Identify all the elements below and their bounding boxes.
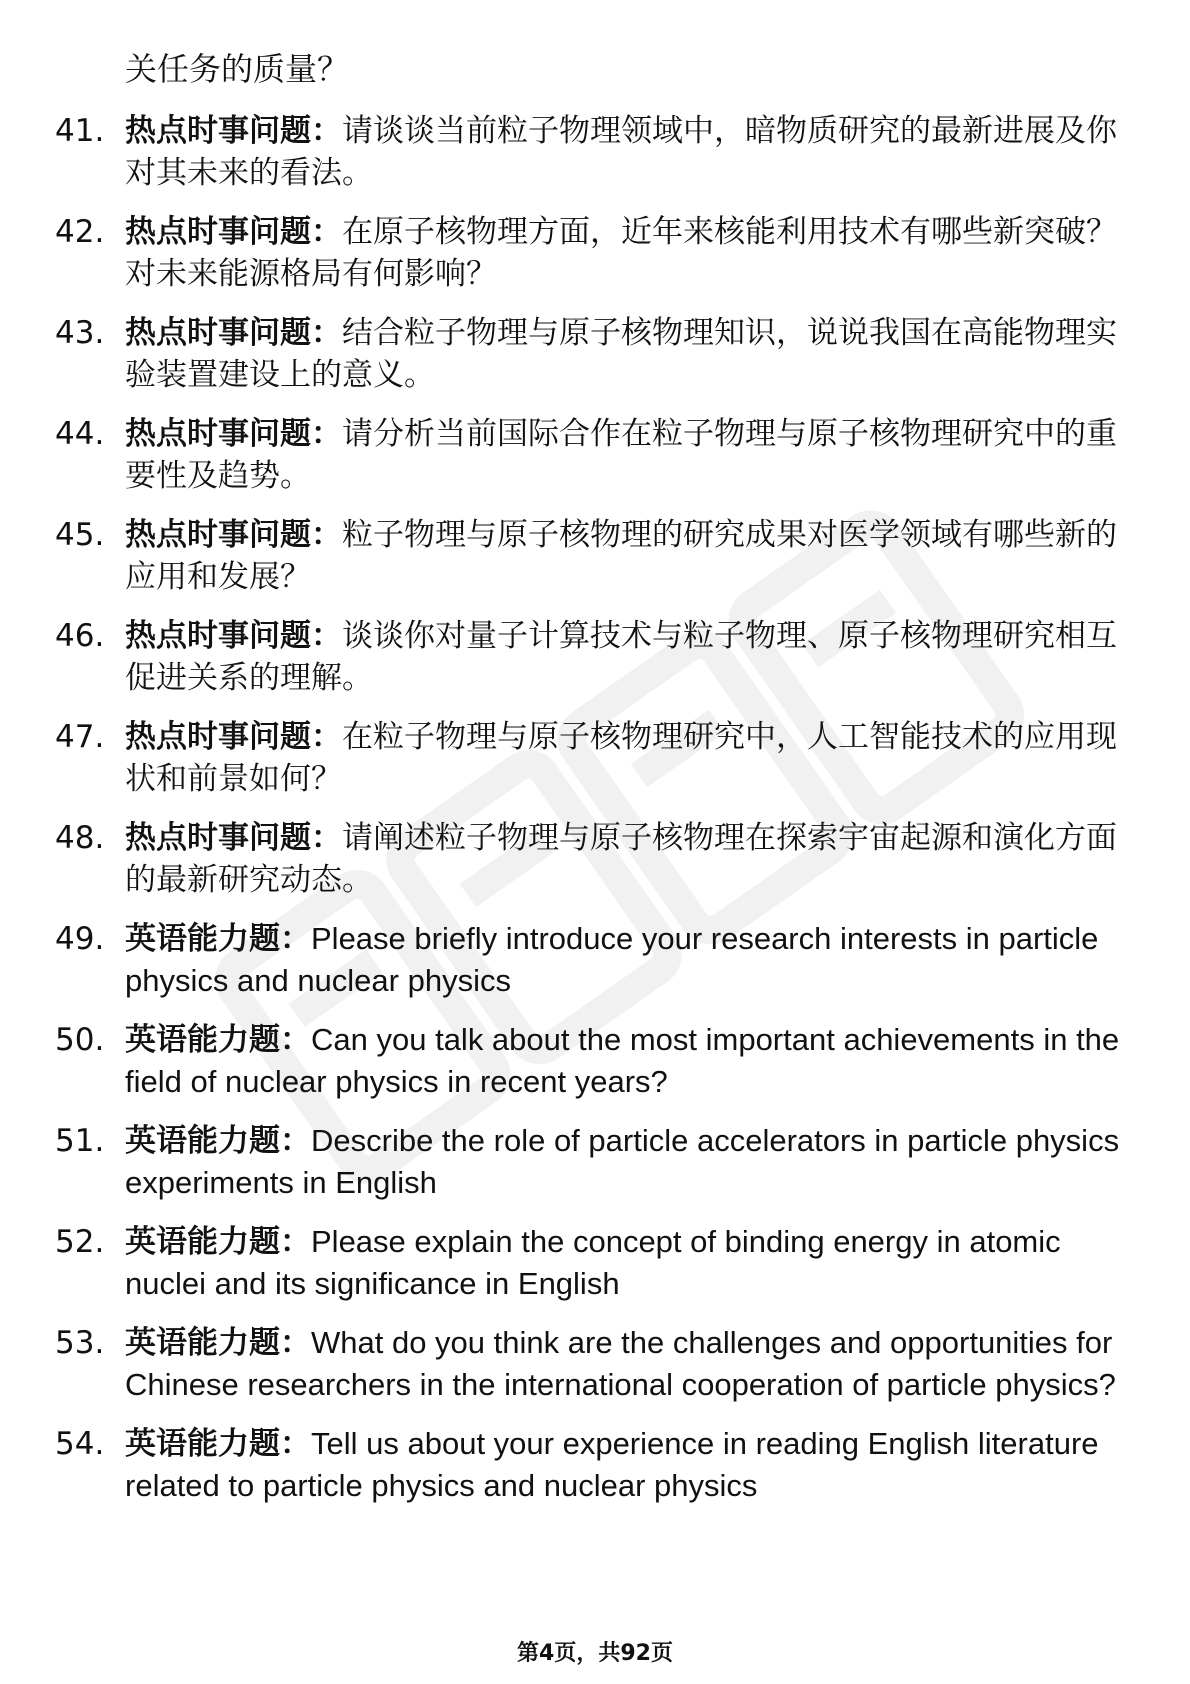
question-body: [125, 110, 1135, 194]
question-category: 英语能力题：: [125, 1325, 311, 1361]
question-text: 结合粒子物理与原子核物理知识，说说我国在高能物理实验装置建设上的意义。: [125, 315, 1117, 393]
question-number: 47.: [55, 719, 105, 755]
question-number: 49.: [55, 921, 105, 957]
question-category: 英语能力题：: [125, 1426, 311, 1462]
list-item: [55, 413, 1135, 497]
question-number: 45.: [55, 517, 105, 553]
question-category: 英语能力题：: [125, 921, 311, 957]
list-item: [55, 1019, 1135, 1103]
continuation-text: 关任务的质量？: [125, 50, 350, 88]
question-body: [125, 514, 1135, 598]
list-item: [55, 817, 1135, 901]
list-item: [55, 110, 1135, 194]
question-text: 请谈谈当前粒子物理领域中，暗物质研究的最新进展及你对其未来的看法。: [125, 113, 1117, 191]
question-body: [125, 312, 1135, 396]
question-category: 热点时事问题：: [125, 820, 342, 856]
list-item: [55, 716, 1135, 800]
question-category: 英语能力题：: [125, 1224, 311, 1260]
question-body: [125, 1221, 1135, 1305]
question-text: 在粒子物理与原子核物理研究中，人工智能技术的应用现状和前景如何？: [125, 719, 1117, 797]
question-number: 54.: [55, 1426, 105, 1462]
question-body: [125, 716, 1135, 800]
question-body: [125, 413, 1135, 497]
question-text: Can you talk about the most important achievements in the field of nuclear physics in recent years?: [125, 1022, 1120, 1099]
list-item: [55, 312, 1135, 396]
question-number: 44.: [55, 416, 105, 452]
question-category: 热点时事问题：: [125, 113, 342, 149]
question-text: What do you think are the challenges and opportunities for Chinese researchers in the international cooperation of particle physics?: [125, 1325, 1116, 1402]
question-category: 英语能力题：: [125, 1022, 311, 1058]
question-text: 谈谈你对量子计算技术与粒子物理、原子核物理研究相互促进关系的理解。: [125, 618, 1117, 696]
question-body: [125, 1120, 1135, 1204]
question-category: 热点时事问题：: [125, 214, 342, 250]
list-item: [55, 1322, 1135, 1406]
list-item: [55, 514, 1135, 598]
question-text: Tell us about your experience in reading English literature related to particle physics and nuclear physics: [125, 1426, 1099, 1503]
question-body: [125, 211, 1135, 295]
list-item: [55, 615, 1135, 699]
question-number: 41.: [55, 113, 105, 149]
question-category: 热点时事问题：: [125, 416, 342, 452]
question-category: 热点时事问题：: [125, 618, 342, 654]
question-category: 热点时事问题：: [125, 719, 342, 755]
question-body: [125, 1423, 1135, 1507]
question-number: 51.: [55, 1123, 105, 1159]
question-list: [55, 110, 1135, 1524]
question-body: [125, 918, 1135, 1002]
question-number: 50.: [55, 1022, 105, 1058]
question-body: [125, 1322, 1135, 1406]
question-number: 52.: [55, 1224, 105, 1260]
list-item: [55, 211, 1135, 295]
list-item: [55, 1221, 1135, 1305]
question-text: 请分析当前国际合作在粒子物理与原子核物理研究中的重要性及趋势。: [125, 416, 1117, 494]
question-text: Please explain the concept of binding energy in atomic nuclei and its significance in English: [125, 1224, 1061, 1301]
question-text: Describe the role of particle accelerators in particle physics experiments in English: [125, 1123, 1120, 1200]
page-footer: 第4页，共92页: [517, 1641, 673, 1666]
list-item: [55, 1423, 1135, 1507]
list-item: [55, 918, 1135, 1002]
question-number: 53.: [55, 1325, 105, 1361]
question-number: 46.: [55, 618, 105, 654]
question-category: 热点时事问题：: [125, 517, 342, 553]
question-category: 英语能力题：: [125, 1123, 311, 1159]
question-text: Please briefly introduce your research interests in particle physics and nuclear physics: [125, 921, 1099, 998]
question-text: 粒子物理与原子核物理的研究成果对医学领域有哪些新的应用和发展？: [125, 517, 1117, 595]
question-number: 48.: [55, 820, 105, 856]
question-category: 热点时事问题：: [125, 315, 342, 351]
question-body: [125, 1019, 1135, 1103]
question-number: 43.: [55, 315, 105, 351]
list-item: [55, 1120, 1135, 1204]
question-body: [125, 817, 1135, 901]
question-body: [125, 615, 1135, 699]
question-number: 42.: [55, 214, 105, 250]
question-text: 请阐述粒子物理与原子核物理在探索宇宙起源和演化方面的最新研究动态。: [125, 820, 1117, 898]
question-text: 在原子核物理方面，近年来核能利用技术有哪些新突破？对未来能源格局有何影响？: [125, 214, 1117, 292]
